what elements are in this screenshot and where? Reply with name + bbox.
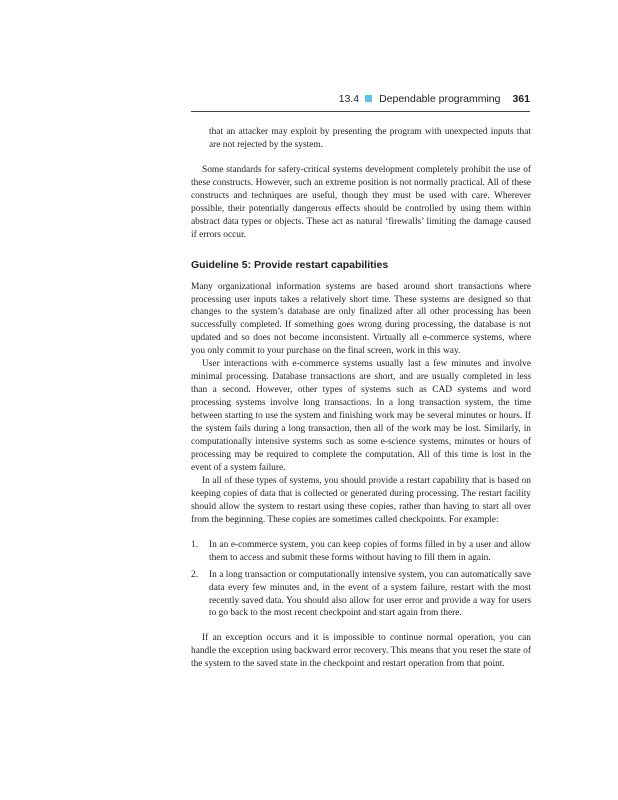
main-text: [191, 126, 531, 671]
list-item-number: 1.: [191, 539, 199, 550]
examples-list: [191, 539, 531, 621]
continuation-paragraph: that an attacker may exploit by presenting the program with unexpected inputs that are not rejected by the system.: [209, 127, 531, 150]
list-item-number: 2.: [191, 569, 199, 580]
transactions-paragraph: Many organizational information systems are based around short transactions where processing user inputs takes a relatively short time. These systems are designed so that changes to the system’s database are only finalized after all other processing has been successfully completed. If something goes wrong during processing, the database is not updated and so does not become inconsistent. Virtually all e-commerce systems, where you only commit to your purchase on the final screen, work in this way.: [191, 281, 531, 357]
section-title: Dependable programming: [379, 93, 501, 105]
guideline-heading: Guideline 5: Provide restart capabilities: [191, 258, 389, 271]
restart-paragraph: In all of these types of systems, you should provide a restart capability that is based on keeping copies of data that is collected or generated during processing. The restart facility should allow the system to restart using these copies, rather than having to start all over from the beginning. These copies are sometimes called checkpoints. For example:: [191, 475, 531, 525]
page-number: 361: [512, 93, 530, 105]
section-marker-icon: [365, 95, 372, 102]
running-head: [191, 93, 530, 113]
section-number: 13.4: [338, 93, 360, 105]
standards-paragraph: Some standards for safety-critical systems development completely prohibit the use of these constructs. However, such an extreme position is not normally practical. All of these constructs and techniques are useful, though they must be used with care. Wherever possible, their potentially dangerous effects should be controlled by using them within abstract data types or objects. These act as natural ‘firewalls’ limiting the damage caused if errors occur.: [191, 164, 531, 240]
header-rule: [191, 111, 530, 112]
list-item-text: In a long transaction or computationally intensive system, you can automatically save data every few minutes and, in the event of a system failure, restart with the most recently saved data. You should also allow for user error and provide a way for users to go back to the most recent checkpoint and start again from there.: [209, 569, 531, 619]
list-item-text: In an e-commerce system, you can keep copies of forms filled in by a user and allow them to access and submit these forms without having to fill them in again.: [209, 539, 531, 563]
interactions-paragraph: User interactions with e-commerce systems usually last a few minutes and involve minimal processing. Database transactions are short, and are usually completed in less than a second. However, other types of systems such as CAD systems and word processing systems involve long transactions. In a long transaction system, the time between starting to use the system and finishing work may be several minutes or hours. If the system fails during a long transaction, then all of the work may be lost. Similarly, in computationally intensive systems such as some e-science systems, minutes or hours of processing may be required to complete the computation. All of this time is lost in the event of a system failure.: [191, 359, 531, 473]
list-item: [191, 569, 531, 621]
list-item: [191, 539, 531, 565]
exception-paragraph: If an exception occurs and it is impossible to continue normal operation, you can handle the exception using backward error recovery. This means that you reset the state of the system to the saved state in the checkpoint and restart operation from that point.: [191, 633, 531, 670]
